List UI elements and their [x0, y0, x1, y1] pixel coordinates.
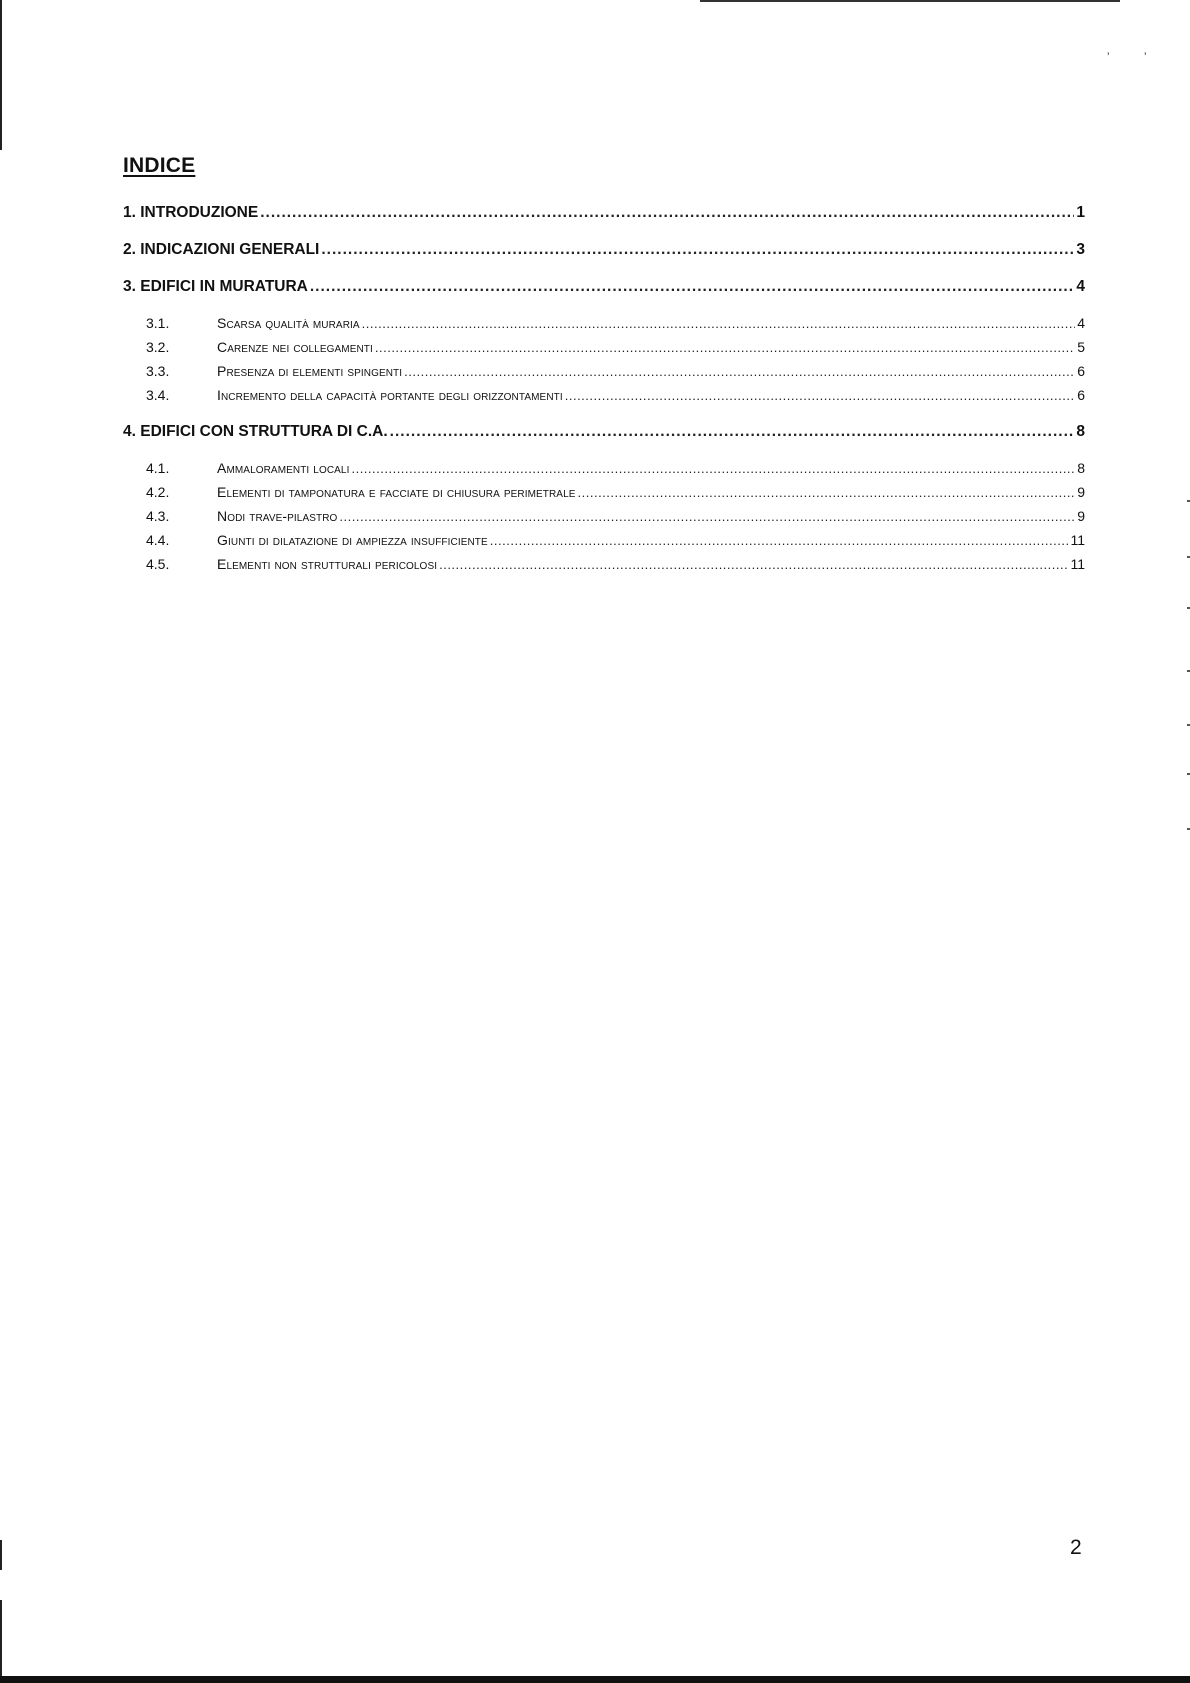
- toc-dot-leader: [565, 384, 1075, 408]
- toc-subentry-title: Scarsa qualità muraria: [217, 315, 360, 331]
- scan-speck: ’: [1144, 51, 1147, 63]
- page-number: 2: [1070, 1536, 1082, 1559]
- toc-subentry-page: 11: [1070, 532, 1085, 548]
- toc-dot-leader: [390, 413, 1075, 450]
- toc-dot-leader: [310, 268, 1075, 305]
- toc-entry-number: 2.: [123, 241, 136, 258]
- toc-subentry-presenza-di-elementi-spingenti[interactable]: [123, 359, 1085, 383]
- scan-left-edge-mark: [0, 1540, 2, 1570]
- toc-subentry-page: 6: [1077, 387, 1085, 403]
- toc-subentry-number: 4.3.: [146, 508, 170, 524]
- toc-subentry-page: 9: [1077, 484, 1085, 500]
- toc-subentry-title: Presenza di elementi spingenti: [217, 363, 403, 379]
- toc-entry-title: EDIFICI CON STRUTTURA DI C.A.: [140, 423, 388, 440]
- toc-entry-title: EDIFICI IN MURATURA: [140, 278, 308, 295]
- toc-subentry-page: 8: [1077, 460, 1085, 476]
- toc-dot-leader: [362, 312, 1076, 336]
- toc-subentry-page: 5: [1077, 339, 1085, 355]
- scan-speck: ’: [1107, 51, 1110, 63]
- toc-dot-leader: [439, 553, 1068, 577]
- toc-subentry-number: 4.2.: [146, 484, 170, 500]
- toc-entry-edifici-in-muratura[interactable]: [123, 268, 1085, 305]
- toc-subentry-number: 4.5.: [146, 556, 170, 572]
- toc-entry-number: 3.: [123, 278, 136, 295]
- toc-dot-leader: [351, 457, 1075, 481]
- toc-dot-leader: [260, 194, 1074, 231]
- scan-bottom-bar: [0, 1676, 1190, 1683]
- toc-entry-page: 8: [1076, 423, 1085, 440]
- toc-subentry-scarsa-qualita-muraria[interactable]: [123, 311, 1085, 335]
- toc-dot-leader: [578, 481, 1076, 505]
- toc-entry-edifici-con-struttura-di-ca[interactable]: [123, 413, 1085, 450]
- toc-entry-indicazioni-generali[interactable]: [123, 231, 1085, 268]
- toc-subentry-incremento-capacita-portante[interactable]: [123, 383, 1085, 407]
- toc-subentry-page: 6: [1077, 363, 1085, 379]
- toc-subentry-title: Giunti di dilatazione di ampiezza insufficiente: [217, 532, 488, 548]
- toc-entry-page: 4: [1076, 278, 1085, 295]
- table-of-contents: [123, 154, 1085, 576]
- toc-subentry-title: Incremento della capacità portante degli orizzontamenti: [217, 387, 563, 403]
- toc-subentry-number: 3.4.: [146, 387, 170, 403]
- toc-entry-number: 1.: [123, 204, 136, 221]
- toc-entry-introduzione[interactable]: [123, 194, 1085, 231]
- toc-entry-title: INTRODUZIONE: [140, 204, 259, 221]
- toc-subentry-carenze-nei-collegamenti[interactable]: [123, 335, 1085, 359]
- toc-subentry-number: 3.2.: [146, 339, 170, 355]
- toc-subentry-page: 4: [1077, 315, 1085, 331]
- toc-subentry-elementi-non-strutturali[interactable]: [123, 552, 1085, 576]
- toc-subentry-title: Ammaloramenti locali: [217, 460, 350, 476]
- toc-subentry-number: 4.1.: [146, 460, 170, 476]
- toc-subentry-page: 11: [1070, 556, 1085, 572]
- toc-subentry-page: 9: [1077, 508, 1085, 524]
- toc-subentry-number: 4.4.: [146, 532, 170, 548]
- toc-subentry-ammaloramenti-locali[interactable]: [123, 456, 1085, 480]
- toc-heading: INDICE: [123, 154, 196, 177]
- toc-dot-leader: [339, 505, 1075, 529]
- scan-top-line: [700, 0, 1120, 2]
- toc-entry-title: INDICAZIONI GENERALI: [140, 241, 320, 258]
- toc-dot-leader: [321, 231, 1074, 268]
- toc-entry-number: 4.: [123, 423, 136, 440]
- scan-left-edge-mark: [0, 1600, 2, 1676]
- toc-dot-leader: [490, 529, 1069, 553]
- toc-subentry-elementi-di-tamponatura[interactable]: [123, 480, 1085, 504]
- toc-entry-page: 3: [1076, 241, 1085, 258]
- toc-subentry-title: Elementi di tamponatura e facciate di chiusura perimetrale: [217, 484, 576, 500]
- toc-subentry-number: 3.1.: [146, 315, 170, 331]
- toc-dot-leader: [404, 360, 1075, 384]
- toc-subentry-title: Nodi trave-pilastro: [217, 508, 338, 524]
- toc-entry-page: 1: [1076, 204, 1085, 221]
- toc-subentry-giunti-di-dilatazione[interactable]: [123, 528, 1085, 552]
- scan-left-edge-mark: [0, 0, 2, 150]
- toc-subentry-title: Elementi non strutturali pericolosi: [217, 556, 438, 572]
- toc-subentry-number: 3.3.: [146, 363, 170, 379]
- toc-subentry-nodi-trave-pilastro[interactable]: [123, 504, 1085, 528]
- toc-dot-leader: [375, 336, 1075, 360]
- toc-subentry-title: Carenze nei collegamenti: [217, 339, 373, 355]
